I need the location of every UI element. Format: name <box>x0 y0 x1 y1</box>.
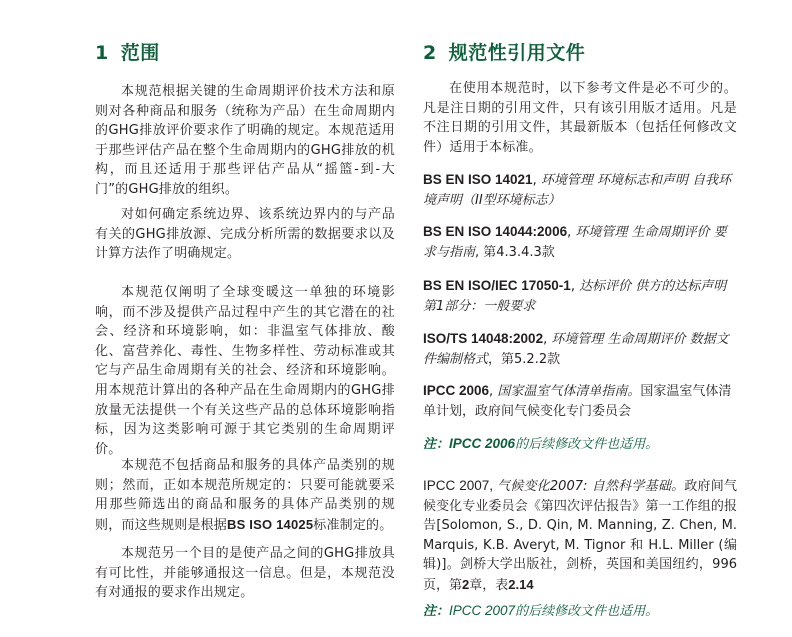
reference-code: IPCC 2007, <box>423 478 497 493</box>
reference-title: 国家温室气体清单指南。 <box>497 384 641 399</box>
section-2-heading <box>423 38 585 65</box>
reference-item <box>423 381 737 421</box>
reference-title: 环境管理 生命周期评价 数据文件编制格式 <box>423 332 729 367</box>
reference-code: IPCC 2006 <box>423 383 490 398</box>
reference-item <box>423 222 737 262</box>
note-label: 注： <box>423 437 450 452</box>
section-1-number: 1 <box>95 42 109 64</box>
note-code: IPCC 2007 <box>449 603 516 618</box>
note-label: 注： <box>423 604 450 619</box>
reference-item <box>423 276 737 316</box>
reference-title: 气候变化2007: 自然科学基础。 <box>497 479 685 494</box>
reference-mid: 章，表 <box>469 577 509 593</box>
section-2-title: 规范性引用文件 <box>448 42 586 64</box>
reference-separator: , <box>489 384 498 399</box>
note-ipcc-2006 <box>423 434 737 455</box>
section-2-number: 2 <box>423 42 437 64</box>
references-intro: 在使用本规范时，以下参考文件是必不可少的。凡是注日期的引用文件，只有该引用版才适用。凡是不注日期的引用文件，其最新版本（包括任何修改文件）适用于本标准。 <box>423 81 737 155</box>
scope-paragraph-2: 对如何确定系统边界、该系统边界内的与产品有关的GHG排放源、完成分析所需的数据要求以及计算方法作了明确规定。 <box>95 207 395 262</box>
section-1-title: 范围 <box>120 42 160 64</box>
reference-code: BS EN ISO 14044:2006 <box>423 224 568 239</box>
reference-body: 政府间气候变化专业委员会《第四次评估报告》第一工作组的报告[Solomon, S., D. Qin, M. Manning, Z. Chen, M. Marquis, K.B. Averyt, M. Tignor 和 H.L. Miller (编辑)]。剑桥大学出版社，剑桥，英国和美国纽约，996页，第 <box>423 479 737 593</box>
scope-paragraph-4-text-after: 标准制定的。 <box>313 517 393 533</box>
reference-item <box>423 329 737 369</box>
note-ipcc-2007 <box>423 601 737 622</box>
reference-title: 达标评价 供方的达标声明 第1部分：一般要求 <box>423 279 727 314</box>
scope-paragraph-5: 本规范另一个目的是使产品之间的GHG排放具有可比性，并能够通报这一信息。但是，本规范没有对通报的要求作出规定。 <box>95 546 395 601</box>
reference-code: ISO/TS 14048:2002 <box>423 331 544 346</box>
scope-paragraph-4-text-before: 本规范不包括商品和服务的具体产品类别的规则；然而，正如本规范所规定的：只要可能就要采用那些筛选出的商品和服务的具体产品类别的规则，而这些规则是根据 <box>95 458 395 533</box>
reference-suffix: ，第5.2.2款 <box>488 351 561 367</box>
reference-table: 2.14 <box>508 576 534 592</box>
reference-separator: , <box>570 279 580 294</box>
reference-item <box>423 170 737 210</box>
reference-separator: , <box>543 332 552 347</box>
reference-code: BS EN ISO/IEC 17050-1 <box>423 278 571 293</box>
reference-title: 环境管理 环境标志和声明 自我环境声明（II型环境标志） <box>423 173 732 208</box>
reference-suffix: , 第4.3.4.3款 <box>475 244 555 260</box>
note-text: 的后续修改文件也适用。 <box>515 604 659 619</box>
standard-reference-bs-iso-14025: BS ISO 14025 <box>227 516 314 532</box>
reference-suffix: 国家温室气体清单计划，政府间气候变化专门委员会 <box>423 384 732 419</box>
reference-separator: , <box>567 225 576 240</box>
scope-paragraph-1: 本规范根据关键的生命周期评价技术方法和原则对各种商品和服务（统称为产品）在生命周期内的GHG排放评价要求作了明确的规定。本规范适用于那些评估产品在整个生命周期内的GHG排放的机构，而且还适用于那些评估产品从“摇篮-到-大门”的GHG排放的组织。 <box>95 84 395 197</box>
section-1-heading <box>95 38 160 65</box>
reference-chapter: 2 <box>462 576 470 592</box>
note-code: IPCC 2006 <box>449 436 516 451</box>
reference-ipcc-2007 <box>423 476 737 596</box>
reference-separator: , <box>532 173 541 188</box>
scope-paragraph-4 <box>95 456 395 535</box>
scope-paragraph-3: 本规范仅阐明了全球变暖这一单独的环境影响，而不涉及提供产品过程中产生的其它潜在的社会、经济和环境影响，如：非温室气体排放、酸化、富营养化、毒性、生物多样性、劳动标准或其它与产品生命周期有关的社会、经济和环境影响。用本规范计算出的各种产品在生命周期内的GHG排放量无法提供一个有关这些产品的总体环境影响指标，因为这类影响可源于其它类别的生命周期评价。 <box>95 285 395 457</box>
reference-title: 环境管理 生命周期评价 要求与指南 <box>423 225 727 260</box>
reference-code: BS EN ISO 14021 <box>423 172 533 187</box>
note-text: 的后续修改文件也适用。 <box>515 437 659 452</box>
